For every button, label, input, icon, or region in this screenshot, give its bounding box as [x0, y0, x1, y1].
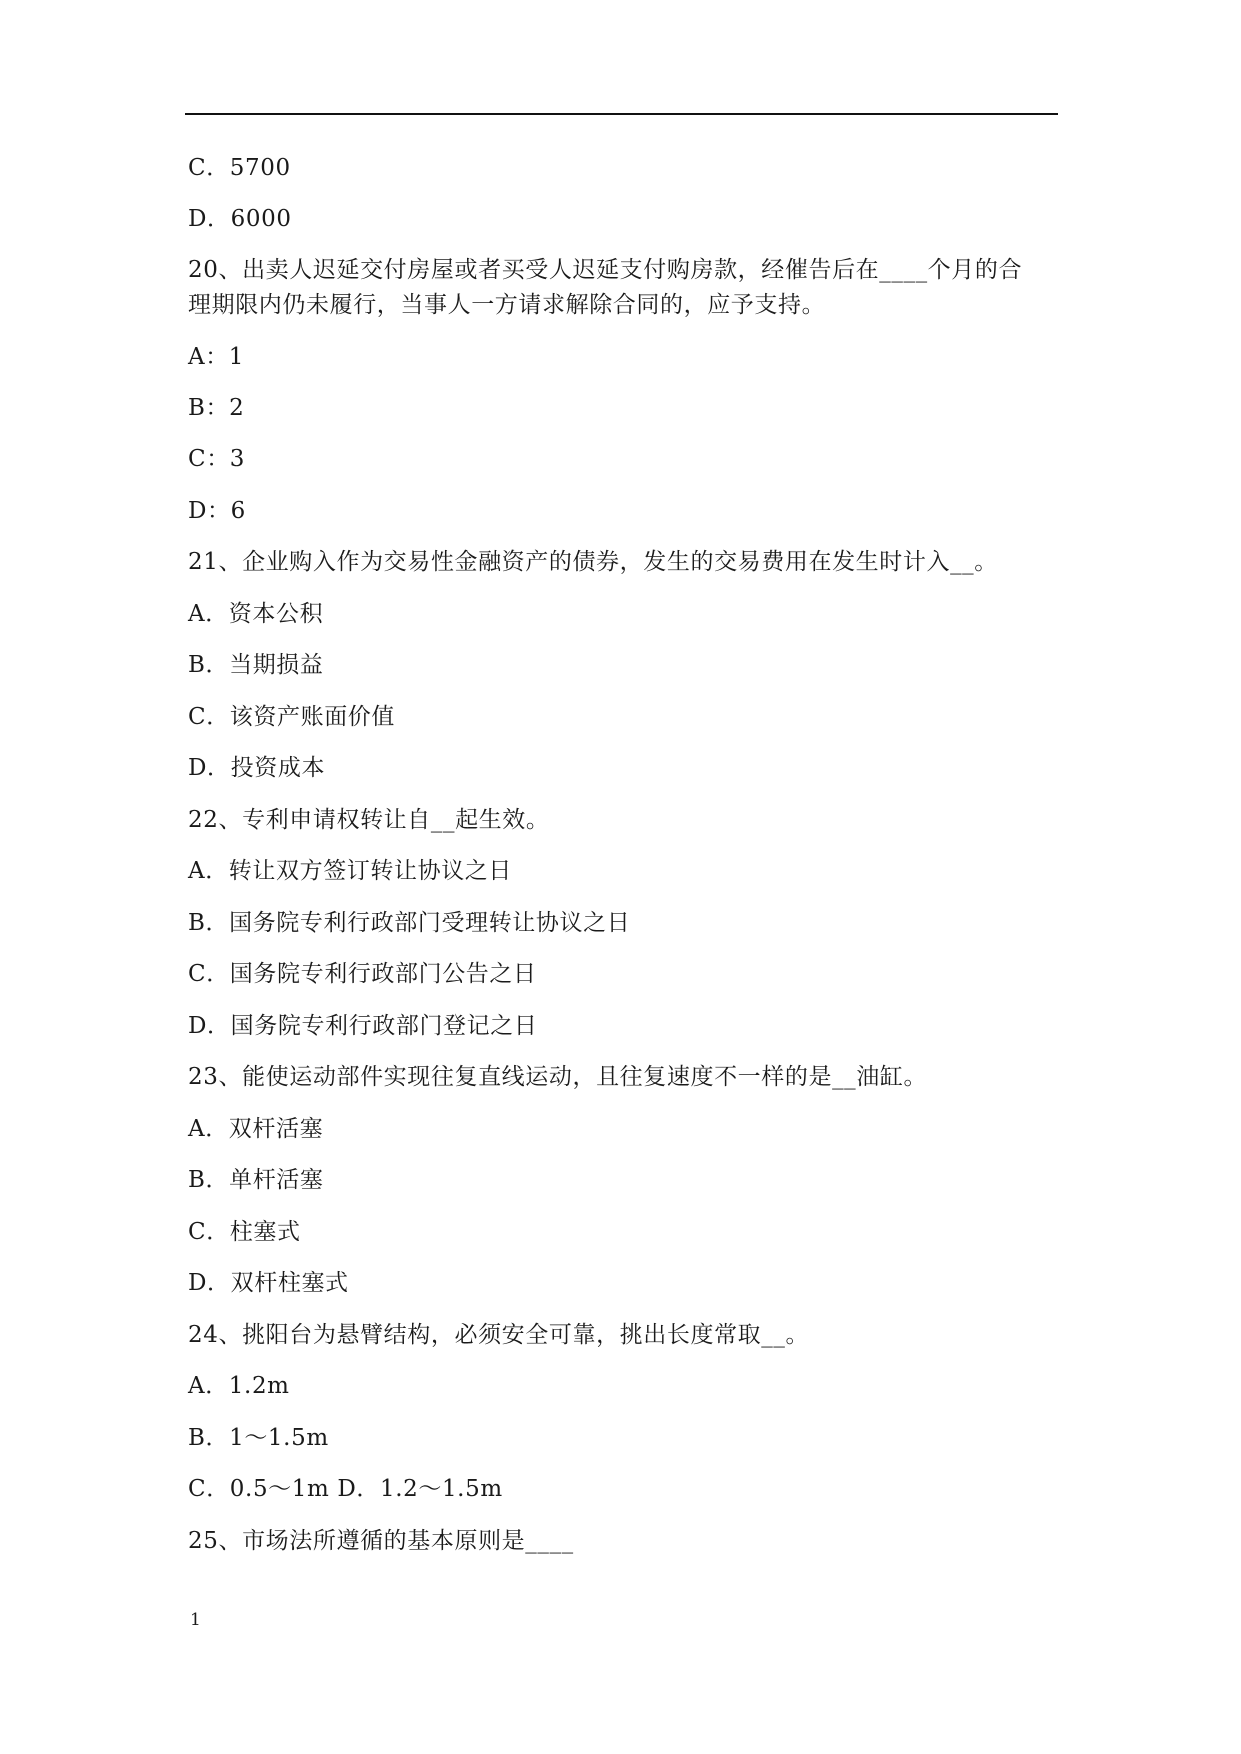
q23-option-c: C．柱塞式 — [188, 1219, 301, 1245]
q22-option-a: A．转让双方签订转让协议之日 — [188, 858, 513, 884]
q20-option-a: A：1 — [188, 344, 245, 370]
q23-option-b: B．单杆活塞 — [188, 1167, 324, 1193]
q24-option-a: A．1.2m — [188, 1373, 290, 1399]
q22-option-c: C．国务院专利行政部门公告之日 — [188, 961, 537, 987]
q20-option-b: B：2 — [188, 395, 245, 421]
q20-option-c: C：3 — [188, 446, 246, 472]
page-number: 1 — [190, 1610, 201, 1630]
option-d-6000: D．6000 — [188, 206, 292, 232]
q20-option-d: D：6 — [188, 498, 246, 524]
q24-option-b: B．1～1.5m — [188, 1425, 329, 1451]
q22-option-b: B．国务院专利行政部门受理转让协议之日 — [188, 910, 631, 936]
question-23: 23、能使运动部件实现往复直线运动，且往复速度不一样的是__油缸。 — [188, 1064, 928, 1090]
question-20-line-1: 20、出卖人迟延交付房屋或者买受人迟延支付购房款，经催告后在____个月的合 — [188, 257, 1023, 283]
question-25: 25、市场法所遵循的基本原则是____ — [188, 1528, 574, 1554]
q23-option-d: D．双杆柱塞式 — [188, 1270, 349, 1296]
question-24: 24、挑阳台为悬臂结构，必须安全可靠，挑出长度常取__。 — [188, 1322, 810, 1348]
header-rule — [185, 113, 1058, 115]
q23-option-a: A．双杆活塞 — [188, 1116, 324, 1142]
q24-option-c-d: C．0.5～1m D．1.2～1.5m — [188, 1476, 503, 1502]
q21-option-d: D．投资成本 — [188, 755, 326, 781]
option-c-5700: C．5700 — [188, 155, 291, 181]
q22-option-d: D．国务院专利行政部门登记之日 — [188, 1013, 538, 1039]
q21-option-b: B．当期损益 — [188, 652, 324, 678]
q21-option-c: C．该资产账面价值 — [188, 704, 395, 730]
q21-option-a: A．资本公积 — [188, 601, 324, 627]
question-22: 22、专利申请权转让自__起生效。 — [188, 807, 550, 833]
question-20-line-2: 理期限内仍未履行，当事人一方请求解除合同的，应予支持。 — [188, 292, 826, 318]
question-21: 21、企业购入作为交易性金融资产的债券，发生的交易费用在发生时计入__。 — [188, 549, 998, 575]
